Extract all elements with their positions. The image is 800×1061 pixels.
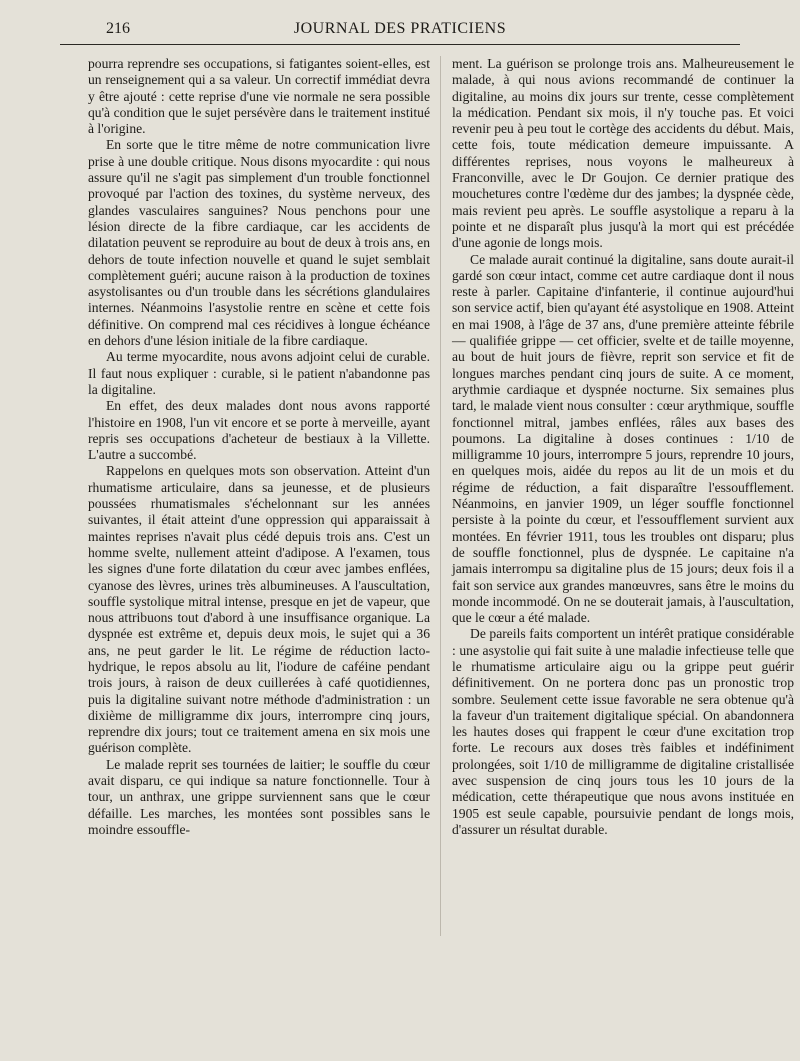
journal-title: JOURNAL DES PRATICIENS [293,20,507,37]
paragraph: Le malade reprit ses tournées de laitier; le souffle du cœur avait disparu, ce qui indique sa nature fonctionnelle. Tour à tour, un anthrax, une grippe surviennent sans que le cœur défaille. Les marches, les montées sont possibles sans le moindre essouffle- [88,756,430,837]
paragraph: Au terme myocardite, nous avons adjoint celui de curable. Il faut nous expliquer : curable, si le patient n'abandonne pas la digitaline. [88,349,430,397]
right-column [452,56,794,838]
column-divider [440,56,441,936]
paragraph: De pareils faits comportent un intérêt pratique considérable : une asystolie qui fait suite à une maladie infectieuse telle que le rhumatisme articulaire aigu ou la grippe peut guérir définitivement. On ne portera donc pas un pronostic trop sombre. Seulement cette issue favorable ne sera obtenue qu'à la faveur d'un traitement digitalique spécial. On abandonnera les hautes doses qui frappent le cœur d'une excitation trop forte. Le recours aux doses très faibles et indéfiniment prolongées, soit 1/10 de milligramme de digitaline cristallisée avec suspension de cinq jours tous les 10 jours de la médication, cette thérapeutique que nous avons instituée en 1905 est seule capable, poursuivie pendant de longs mois, d'assurer un résultat durable. [452,626,794,837]
page-number: 216 [106,20,130,37]
paragraph: pourra reprendre ses occupations, si fatigantes soient-elles, est un renseignement qui a sa valeur. Un correctif immédiat devra y être ajouté : cette reprise d'une vie normale ne sera possible qu'à condition que le sujet persévère dans le traitement institué à l'origine. [88,56,430,137]
paragraph: En effet, des deux malades dont nous avons rapporté l'histoire en 1908, l'un vit encore et se porte à merveille, ayant repris ses occupations d'acheteur de bestiaux à la Villette. L'autre a succombé. [88,398,430,463]
left-column [88,56,430,838]
paragraph: Ce malade aurait continué la digitaline, sans doute aurait-il gardé son cœur intact, comme cet autre cardiaque dont il nous reste à parler. Capitaine d'infanterie, il continue aujourd'hui son service actif, bien qu'ayant été asystolique en 1908. Atteint en mai 1908, à l'âge de 37 ans, d'une première atteinte fébrile — qualifiée grippe — cet officier, svelte et de taille moyenne, au bout de huit jours de fièvre, reprit son service et fit de longues marches pendant cinq jours de suite. A ce moment, arythmie cardiaque et dyspnée nocturne. Six semaines plus tard, le malade vient nous consulter : cœur arythmique, souffle fonctionnel mitral, jambes enflées, râles aux bases des poumons. La digitaline à doses continues : 1/10 de milligramme 10 jours, interrompre 5 jours, reprendre 10 jours, en quelques mois, aidée du repos au lit de un mois et du régime de réduction, a fait disparaître l'essoufflement. Néanmoins, en janvier 1909, un léger souffle fonctionnel persiste à la pointe du cœur, et l'essoufflement survient aux montées. En février 1911, tous les troubles ont disparu; plus de souffle fonctionnel, plus de dyspnée. Le capitaine n'a jamais interrompu sa digitaline plus de 15 jours; deux fois il a fait son service aux grandes manœuvres, sans être le moins du monde incommodé. On ne se douterait jamais, à l'auscultation, que le cœur a été malade. [452,251,794,626]
paragraph: En sorte que le titre même de notre communication livre prise à une double critique. Nous disons myocardite : qui nous assure qu'il ne s'agit pas simplement d'un trouble fonctionnel provoqué par l'action des toxines, du système nerveux, des glandes vasculaires sanguines? Nous penchons pour une lésion directe de la fibre cardiaque, car les accidents de dilatation peuvent se reproduire au bout de deux à trois ans, en dehors de toute infection nouvelle et quand le sujet semblait complètement guéri; aucune raison à la production de toxines asystolisantes ou d'un trouble dans les sécrétions glandulaires internes. Néanmoins l'asystolie rentre en scène et cette fois définitive. On comprend mal ces récidives à longue échéance en dehors d'une lésion initiale de la fibre cardiaque. [88,137,430,349]
paragraph: ment. La guérison se prolonge trois ans. Malheureusement le malade, à qui nous avions recommandé de continuer la digitaline, au moins dix jours sur trente, cesse complètement la médication. Pendant six mois, il n'y touche pas. Et voici revenir peu à peu tout le cortège des accidents du début. Mais, cette fois, toute médication demeure impuissante. A différentes reprises, nous voyons le malheureux à Franconville, avec le Dr Goujon. Ce dernier pratique des mouchetures contre l'œdème dur des jambes; la dyspnée cède, mais revient peu après. Le souffle asystolique a reparu à la pointe et ne disparaît plus jusqu'à la mort qui est précédée d'une agonie de longs mois. [452,56,794,251]
running-header [60,18,740,45]
paragraph: Rappelons en quelques mots son observation. Atteint d'un rhumatisme articulaire, dans sa jeunesse, et de plusieurs poussées rhumatismales s'échelonnant sur les années suivantes, il était atteint d'une oppression qui apparaissait à maintes reprises n'avait plus cédé depuis trois ans. C'est un homme svelte, nullement atteint d'adipose. A l'examen, tous les signes d'une forte dilatation du cœur avec jambes enflées, cyanose des lèvres, urines très albumineuses. A l'auscultation, souffle systolique mitral intense, presque en jet de vapeur, que nous attribuons tout d'abord à une insuffisance organique. La dyspnée est extrême et, depuis deux mois, le sujet qui a 36 ans, ne peut garder le lit. Le régime de réduction lacto-hydrique, le repos absolu au lit, l'iodure de caféine pendant trois jours, à raison de deux cuillerées à café quotidiennes, puis la digitaline suivant notre méthode d'administration : un dixième de milligramme dix jours, interrompre cinq jours, reprendre dix jours; tout ce traitement amena en six mois une guérison complète. [88,463,430,756]
